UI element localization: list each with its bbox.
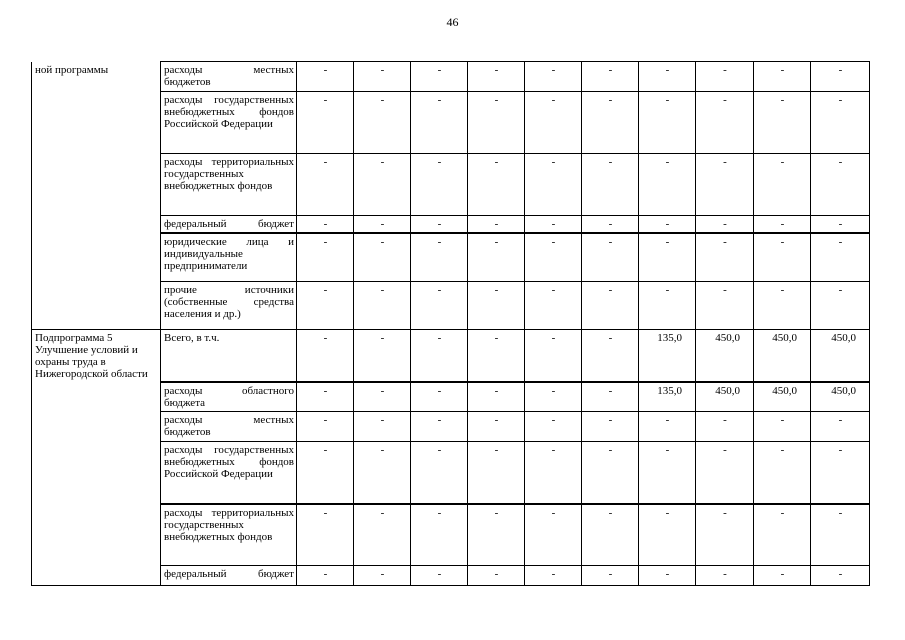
value-cell: - — [639, 281, 696, 329]
value-cell: - — [582, 412, 639, 442]
value-cell: - — [411, 216, 468, 234]
value-cell: - — [811, 442, 870, 504]
value-cell: - — [468, 329, 525, 382]
program-cell — [32, 233, 161, 281]
table-row — [32, 216, 870, 234]
page-number: 46 — [446, 15, 459, 29]
value-cell: - — [696, 154, 754, 216]
program-cell — [32, 412, 161, 442]
table-row — [32, 566, 870, 586]
table-row — [32, 154, 870, 216]
value-cell: - — [696, 504, 754, 566]
value-cell: - — [639, 504, 696, 566]
value-cell: - — [696, 566, 754, 586]
value-cell: - — [525, 442, 582, 504]
value-cell: - — [639, 62, 696, 92]
value-cell: - — [639, 154, 696, 216]
value-cell: - — [525, 233, 582, 281]
value-cell: - — [354, 382, 411, 412]
value-cell: - — [639, 216, 696, 234]
value-cell: - — [811, 216, 870, 234]
value-cell: - — [468, 216, 525, 234]
value-cell: - — [297, 154, 354, 216]
value-cell: - — [525, 412, 582, 442]
value-cell: - — [354, 329, 411, 382]
value-cell: - — [696, 216, 754, 234]
program-cell: ной программы — [32, 62, 161, 92]
value-cell: - — [639, 233, 696, 281]
value-cell: - — [754, 442, 811, 504]
value-cell: - — [754, 233, 811, 281]
value-cell: - — [811, 566, 870, 586]
funding-source-cell: расходы территориальных государственных внебюджетных фондов — [161, 154, 297, 216]
program-cell — [32, 382, 161, 412]
program-cell — [32, 442, 161, 504]
value-cell: - — [354, 216, 411, 234]
value-cell: - — [582, 62, 639, 92]
value-cell: - — [582, 154, 639, 216]
value-cell: - — [582, 216, 639, 234]
value-cell: - — [639, 92, 696, 154]
value-cell: - — [411, 281, 468, 329]
table-row — [32, 233, 870, 281]
table-row — [32, 504, 870, 566]
value-cell: - — [811, 62, 870, 92]
value-cell: - — [297, 329, 354, 382]
value-cell: - — [468, 281, 525, 329]
value-cell: - — [639, 412, 696, 442]
value-cell: - — [754, 62, 811, 92]
value-cell: - — [297, 442, 354, 504]
value-cell: - — [696, 233, 754, 281]
value-cell: - — [297, 233, 354, 281]
value-cell: - — [754, 216, 811, 234]
value-cell: - — [525, 216, 582, 234]
value-cell: - — [297, 382, 354, 412]
value-cell: - — [411, 233, 468, 281]
program-cell — [32, 504, 161, 566]
program-cell — [32, 281, 161, 329]
table-row — [32, 382, 870, 412]
value-cell: - — [297, 412, 354, 442]
funding-source-cell: Всего, в т.ч. — [161, 329, 297, 382]
value-cell: - — [811, 92, 870, 154]
value-cell: - — [525, 62, 582, 92]
value-cell: - — [354, 154, 411, 216]
value-cell: - — [525, 92, 582, 154]
value-cell: - — [811, 504, 870, 566]
value-cell: - — [468, 233, 525, 281]
value-cell: - — [582, 92, 639, 154]
value-cell: 135,0 — [639, 329, 696, 382]
funding-source-cell: федеральный бюджет — [161, 216, 297, 234]
value-cell: - — [411, 412, 468, 442]
value-cell: 450,0 — [811, 329, 870, 382]
funding-source-cell: расходы местных бюджетов — [161, 62, 297, 92]
table-row — [32, 442, 870, 504]
value-cell: - — [639, 442, 696, 504]
value-cell: - — [297, 504, 354, 566]
value-cell: - — [811, 233, 870, 281]
value-cell: - — [468, 154, 525, 216]
program-cell: Подпрограмма 5 Улучшение условий и охраны труда в Нижегородской области — [32, 329, 161, 382]
funding-source-cell: расходы государственных внебюджетных фондов Российской Федерации — [161, 92, 297, 154]
value-cell: - — [811, 154, 870, 216]
table-body — [32, 62, 870, 586]
value-cell: - — [468, 566, 525, 586]
value-cell: 450,0 — [811, 382, 870, 412]
value-cell: - — [354, 442, 411, 504]
value-cell: - — [639, 566, 696, 586]
value-cell: - — [411, 92, 468, 154]
table-row — [32, 92, 870, 154]
value-cell: - — [354, 412, 411, 442]
value-cell: - — [411, 382, 468, 412]
value-cell: - — [582, 281, 639, 329]
value-cell: - — [754, 92, 811, 154]
value-cell: - — [354, 62, 411, 92]
value-cell: - — [525, 566, 582, 586]
value-cell: - — [582, 233, 639, 281]
value-cell: - — [297, 92, 354, 154]
value-cell: - — [354, 92, 411, 154]
value-cell: 450,0 — [696, 382, 754, 412]
value-cell: - — [811, 412, 870, 442]
value-cell: - — [468, 504, 525, 566]
table-row — [32, 281, 870, 329]
value-cell: - — [696, 442, 754, 504]
value-cell: - — [525, 504, 582, 566]
value-cell: - — [754, 154, 811, 216]
value-cell: - — [411, 566, 468, 586]
value-cell: - — [411, 62, 468, 92]
value-cell: - — [582, 442, 639, 504]
value-cell: - — [582, 504, 639, 566]
value-cell: - — [468, 442, 525, 504]
value-cell: - — [411, 442, 468, 504]
value-cell: - — [411, 329, 468, 382]
value-cell: - — [411, 154, 468, 216]
value-cell: - — [354, 504, 411, 566]
value-cell: - — [811, 281, 870, 329]
program-cell — [32, 154, 161, 216]
value-cell: - — [297, 216, 354, 234]
value-cell: - — [696, 62, 754, 92]
funding-source-cell: юридические лица и индивидуальные предприниматели — [161, 233, 297, 281]
value-cell: - — [525, 154, 582, 216]
value-cell: - — [411, 504, 468, 566]
value-cell: - — [297, 62, 354, 92]
value-cell: - — [754, 566, 811, 586]
value-cell: - — [297, 566, 354, 586]
value-cell: - — [582, 566, 639, 586]
funding-source-cell: расходы местных бюджетов — [161, 412, 297, 442]
value-cell: 135,0 — [639, 382, 696, 412]
value-cell: - — [525, 281, 582, 329]
funding-source-cell: прочие источники (собственные средства населения и др.) — [161, 281, 297, 329]
value-cell: - — [525, 382, 582, 412]
value-cell: 450,0 — [754, 329, 811, 382]
value-cell: - — [354, 566, 411, 586]
program-cell — [32, 92, 161, 154]
table-row — [32, 412, 870, 442]
value-cell: - — [468, 62, 525, 92]
value-cell: - — [754, 281, 811, 329]
funding-source-cell: расходы государственных внебюджетных фондов Российской Федерации — [161, 442, 297, 504]
value-cell: - — [696, 281, 754, 329]
value-cell: - — [582, 382, 639, 412]
value-cell: - — [354, 233, 411, 281]
value-cell: - — [754, 412, 811, 442]
value-cell: - — [297, 281, 354, 329]
program-cell — [32, 566, 161, 586]
funding-source-cell: расходы территориальных государственных внебюджетных фондов — [161, 504, 297, 566]
value-cell: - — [582, 329, 639, 382]
table-row — [32, 62, 870, 92]
value-cell: - — [354, 281, 411, 329]
table-row — [32, 329, 870, 382]
value-cell: - — [696, 412, 754, 442]
value-cell: - — [696, 92, 754, 154]
value-cell: - — [754, 504, 811, 566]
value-cell: - — [525, 329, 582, 382]
funding-source-cell: федеральный бюджет — [161, 566, 297, 586]
value-cell: - — [468, 92, 525, 154]
value-cell: 450,0 — [754, 382, 811, 412]
funding-source-cell: расходы областного бюджета — [161, 382, 297, 412]
program-cell — [32, 216, 161, 234]
value-cell: - — [468, 412, 525, 442]
value-cell: - — [468, 382, 525, 412]
funding-table — [31, 61, 870, 586]
value-cell: 450,0 — [696, 329, 754, 382]
